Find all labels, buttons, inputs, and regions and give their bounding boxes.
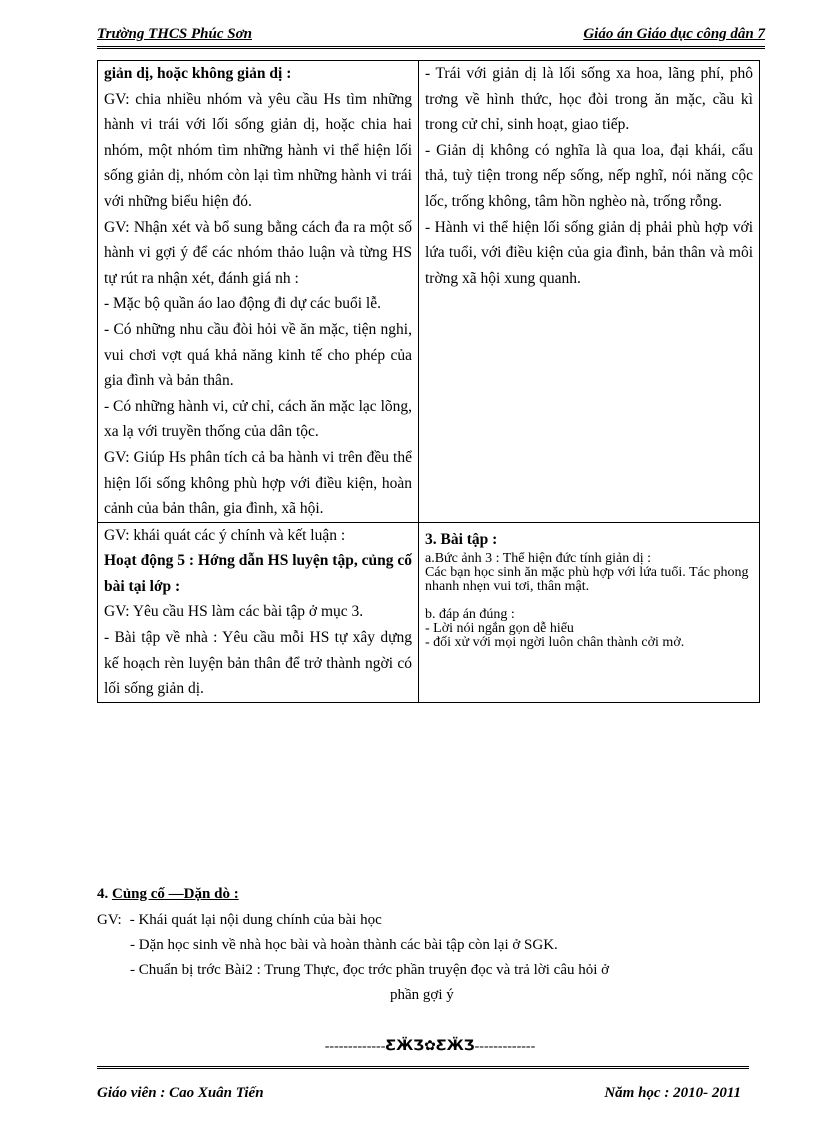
ornament-divider (300, 1038, 560, 1055)
paragraph: giản dị, hoặc không giản dị : (104, 65, 292, 82)
list-item-continuation: phần gợi ý (390, 987, 454, 1003)
lesson-table (97, 60, 760, 703)
page-footer (97, 1066, 749, 1107)
exercise-part-b (425, 608, 753, 650)
paragraph: GV: Giúp Hs phân tích cả ba hành vi trên đều thể hiện lối sống không phù hợp với điều kiện, hoàn cảnh của bản thân, gia đình, xã hội. (104, 448, 412, 518)
paragraph: - Lời nói ngắn gọn dễ hiểu (425, 621, 574, 637)
paragraph: - Giản dị không có nghĩa là qua loa, đại khái, cẩu thả, tuỳ tiện trong nếp sống, nếp nghĩ, nói năng cộc lốc, trống không, tâm hồn nghèo nà, trống rỗng. (425, 141, 753, 210)
list-item (97, 912, 382, 929)
paragraph: - Có những nhu cầu đòi hỏi về ăn mặc, tiện nghi, vui chơi vợt quá khả năng kinh tế cho phép của gia đình và bản thân. (104, 320, 412, 390)
paragraph: GV: Nhận xét và bổ sung bằng cách đa ra một số hành vi gợi ý để các nhóm thảo luận và từng HS tự rút ra nhận xét, đánh giá nh : (104, 218, 412, 287)
list-item-text: - Khái quát lại nội dung chính của bài học (129, 912, 382, 928)
exercise-cell (419, 522, 760, 702)
exercise-part-a (425, 552, 753, 594)
paragraph: a.Bức ảnh 3 : Thể hiện đức tính giản dị : (425, 551, 652, 567)
list-item: - Dặn học sinh về nhà học bài và hoàn thành các bài tập còn lại ở SGK. (130, 937, 558, 953)
teacher-name: Giáo viên : Cao Xuân Tiến (97, 1085, 264, 1101)
table-row (98, 61, 760, 523)
section-number: 4. (97, 886, 109, 902)
paragraph: - Có những hành vi, cử chỉ, cách ăn mặc lạc lõng, xa lạ với truyền thống của dân tộc. (104, 397, 412, 441)
paragraph: b. đáp án đúng : (425, 607, 515, 623)
table-row (98, 522, 760, 702)
paragraph: - Trái với giản dị là lối sống xa hoa, lãng phí, phô trơng về hình thức, học đòi trong ăn mặc, cầu kì trong cử chỉ, sinh hoạt, giao tiếp. (425, 65, 753, 134)
school-name: Trường THCS Phúc Sơn (97, 26, 252, 42)
exercise-heading: 3. Bài tập : (425, 530, 498, 548)
paragraph: GV: Yêu cầu HS làm các bài tập ở mục 3. (104, 603, 364, 621)
paragraph: - đối xử với mọi ngời luôn chân thành cởi mở. (425, 635, 685, 651)
divider-dashes-left: ------------- (324, 1039, 386, 1054)
teacher-activity-cell (98, 61, 419, 523)
subject-title: Giáo án Giáo dục công dân 7 (583, 26, 765, 42)
ornament-icon: ƸӜƷ✿ƸӜƷ (385, 1038, 475, 1054)
section-heading (97, 886, 239, 903)
paragraph: - Hành vi thể hiện lối sống giản dị phải phù hợp với lứa tuổi, với điều kiện của gia đình, bản thân và môi trờng xã hội xung quanh. (425, 218, 753, 287)
paragraph: Các bạn học sinh ăn mặc phù hợp với lứa tuổi. Tác phong nhanh nhẹn vui tơi, thân mật. (425, 565, 749, 595)
school-year: Năm học : 2010- 2011 (604, 1085, 741, 1101)
paragraph: GV: chia nhiều nhóm và yêu cầu Hs tìm những hành vi trái với lối sống giản dị, hoặc chia hai nhóm, một nhóm tìm những hành vi thể hiện lối sống giản dị, nhóm còn lại tìm những hành vi trái với những biểu hiện đó. (104, 90, 412, 210)
paragraph: Hoạt động 5 : Hớng dẫn HS luyện tập, củng cố bài tại lớp : (104, 552, 412, 595)
page-header (97, 24, 765, 49)
list-item: - Chuẩn bị trớc Bài2 : Trung Thực, đọc trớc phần truyện đọc và trả lời câu hỏi ở (130, 962, 610, 978)
content-cell (419, 61, 760, 523)
paragraph: GV: khái quát các ý chính và kết luận : (104, 526, 346, 544)
paragraph: - Bài tập về nhà : Yêu cầu mỗi HS tự xây dựng kế hoạch rèn luyện bản thân để trở thành ngời có lối sống giản dị. (104, 629, 412, 698)
teacher-activity-cell (98, 522, 419, 702)
paragraph: - Mặc bộ quần áo lao động đi dự các buổi lễ. (104, 295, 381, 313)
divider-dashes-right: ------------- (474, 1039, 536, 1054)
gv-label: GV: (97, 912, 122, 928)
section-title: Củng cố —Dặn dò : (112, 886, 239, 902)
